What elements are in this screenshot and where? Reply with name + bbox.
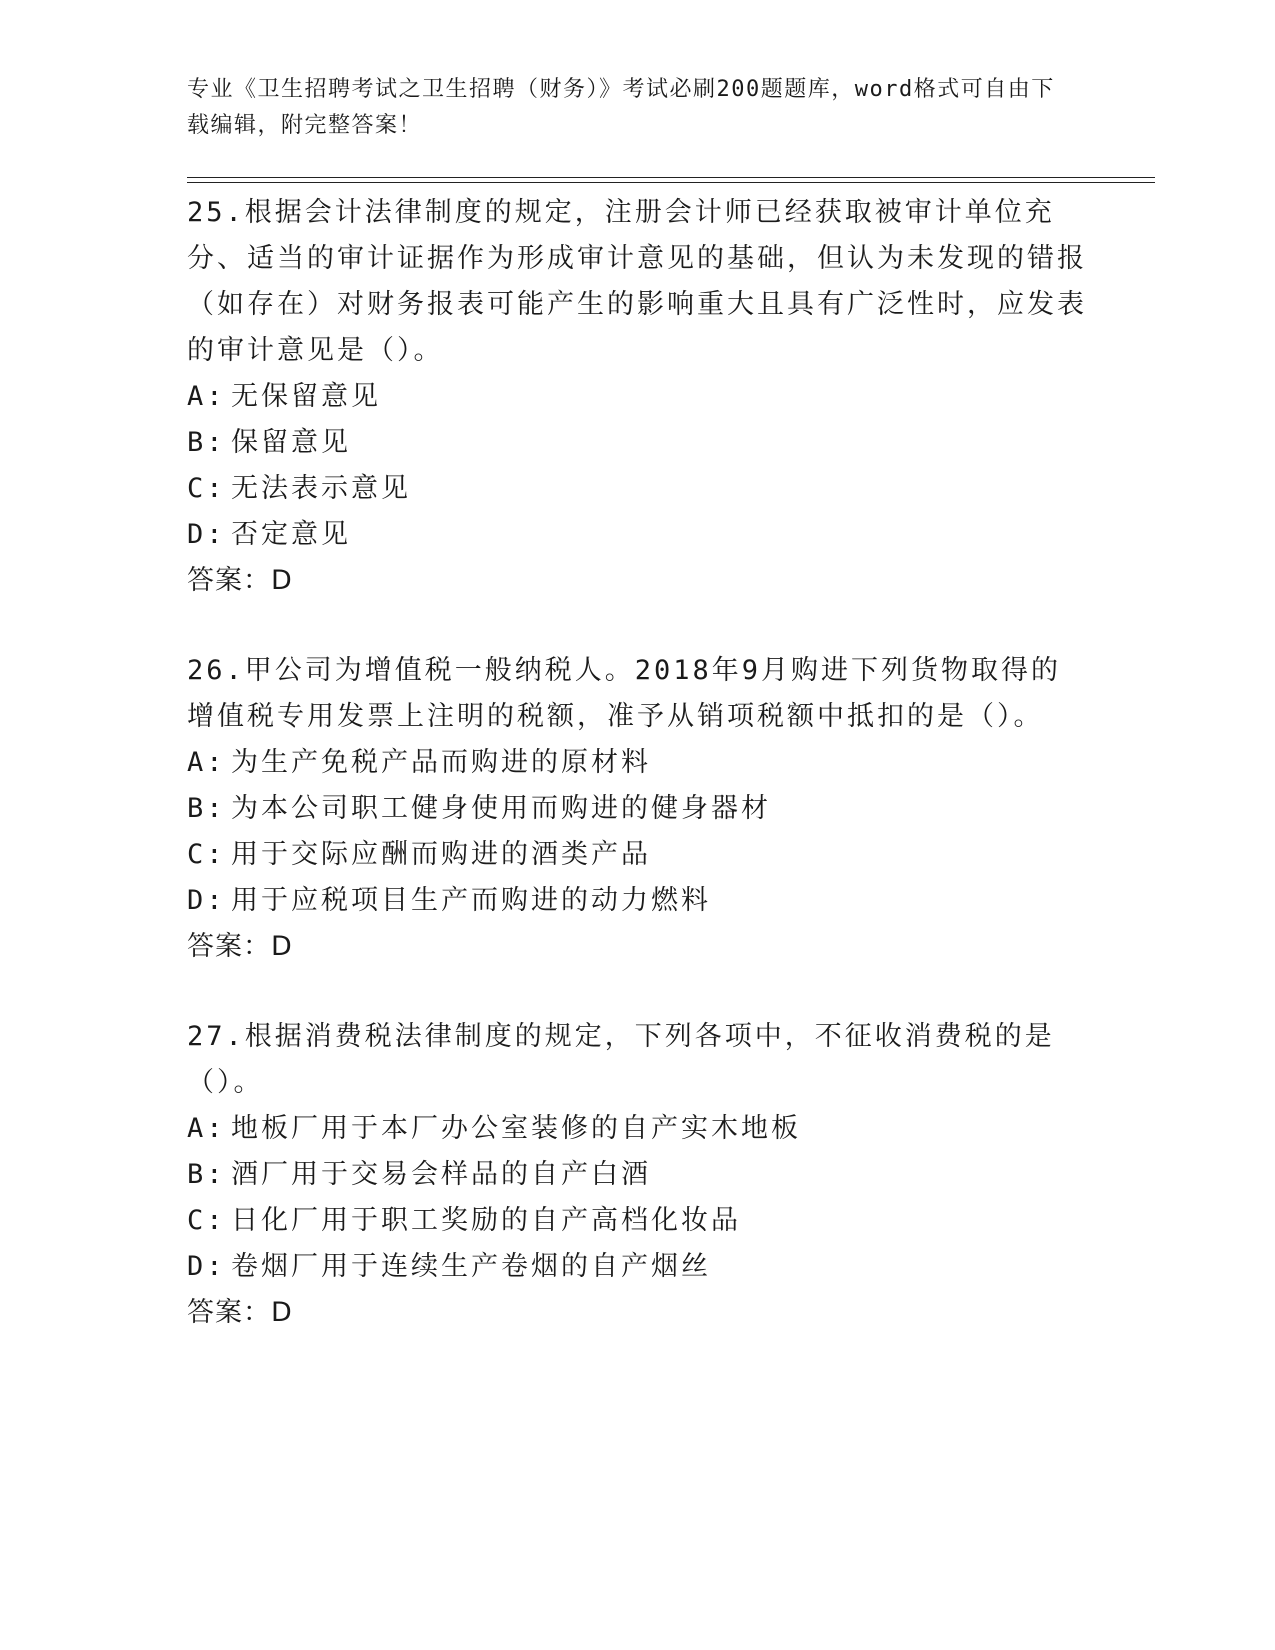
option-text: 无法表示意见: [231, 473, 411, 504]
option-text: 为生产免税产品而购进的原材料: [231, 747, 651, 778]
question-text: 27.根据消费税法律制度的规定，下列各项中，不征收消费税的是（）。: [187, 1021, 1055, 1098]
option-letter: A:: [187, 381, 226, 412]
option-a: [187, 740, 1087, 786]
document-header: 专业《卫生招聘考试之卫生招聘（财务）》考试必刷200题题库，word格式可自由下载编辑，附完整答案！: [187, 77, 1055, 138]
header-divider-top: [187, 177, 1155, 178]
option-letter: D:: [187, 885, 226, 916]
question-text: 26.甲公司为增值税一般纳税人。2018年9月购进下列货物取得的增值税专用发票上注明的税额，准予从销项税额中抵扣的是（）。: [187, 655, 1062, 732]
option-text: 地板厂用于本厂办公室装修的自产实木地板: [231, 1113, 801, 1144]
option-letter: C:: [187, 1205, 226, 1236]
option-letter: B:: [187, 793, 226, 824]
question-26: [187, 648, 1087, 970]
option-text: 酒厂用于交易会样品的自产白酒: [231, 1159, 651, 1190]
option-d: [187, 878, 1087, 924]
question-25: [187, 190, 1087, 604]
option-b: [187, 786, 1087, 832]
option-letter: A:: [187, 747, 226, 778]
option-d: [187, 512, 1087, 558]
option-text: 用于应税项目生产而购进的动力燃料: [231, 885, 711, 916]
option-letter: D:: [187, 1251, 226, 1282]
header-divider-bottom: [187, 182, 1155, 183]
option-c: [187, 466, 1087, 512]
option-b: [187, 420, 1087, 466]
answer-label: 答案：D: [187, 565, 293, 596]
option-c: [187, 1198, 1087, 1244]
option-letter: B:: [187, 427, 226, 458]
option-d: [187, 1244, 1087, 1290]
option-letter: D:: [187, 519, 226, 550]
option-text: 用于交际应酬而购进的酒类产品: [231, 839, 651, 870]
option-letter: C:: [187, 473, 226, 504]
question-list: [187, 190, 1087, 1380]
option-a: [187, 374, 1087, 420]
question-text: 25.根据会计法律制度的规定，注册会计师已经获取被审计单位充分、适当的审计证据作为形成审计意见的基础，但认为未发现的错报（如存在）对财务报表可能产生的影响重大且具有广泛性时，应发表的审计意见是（）。: [187, 197, 1087, 366]
option-text: 卷烟厂用于连续生产卷烟的自产烟丝: [231, 1251, 711, 1282]
option-text: 保留意见: [231, 427, 351, 458]
option-text: 无保留意见: [231, 381, 381, 412]
option-a: [187, 1106, 1087, 1152]
option-text: 否定意见: [231, 519, 351, 550]
option-b: [187, 1152, 1087, 1198]
option-letter: B:: [187, 1159, 226, 1190]
option-text: 为本公司职工健身使用而购进的健身器材: [231, 793, 771, 824]
option-text: 日化厂用于职工奖励的自产高档化妆品: [231, 1205, 741, 1236]
question-27: [187, 1014, 1087, 1336]
option-letter: A:: [187, 1113, 226, 1144]
answer-label: 答案：D: [187, 931, 293, 962]
option-letter: C:: [187, 839, 226, 870]
answer-label: 答案：D: [187, 1297, 293, 1328]
option-c: [187, 832, 1087, 878]
